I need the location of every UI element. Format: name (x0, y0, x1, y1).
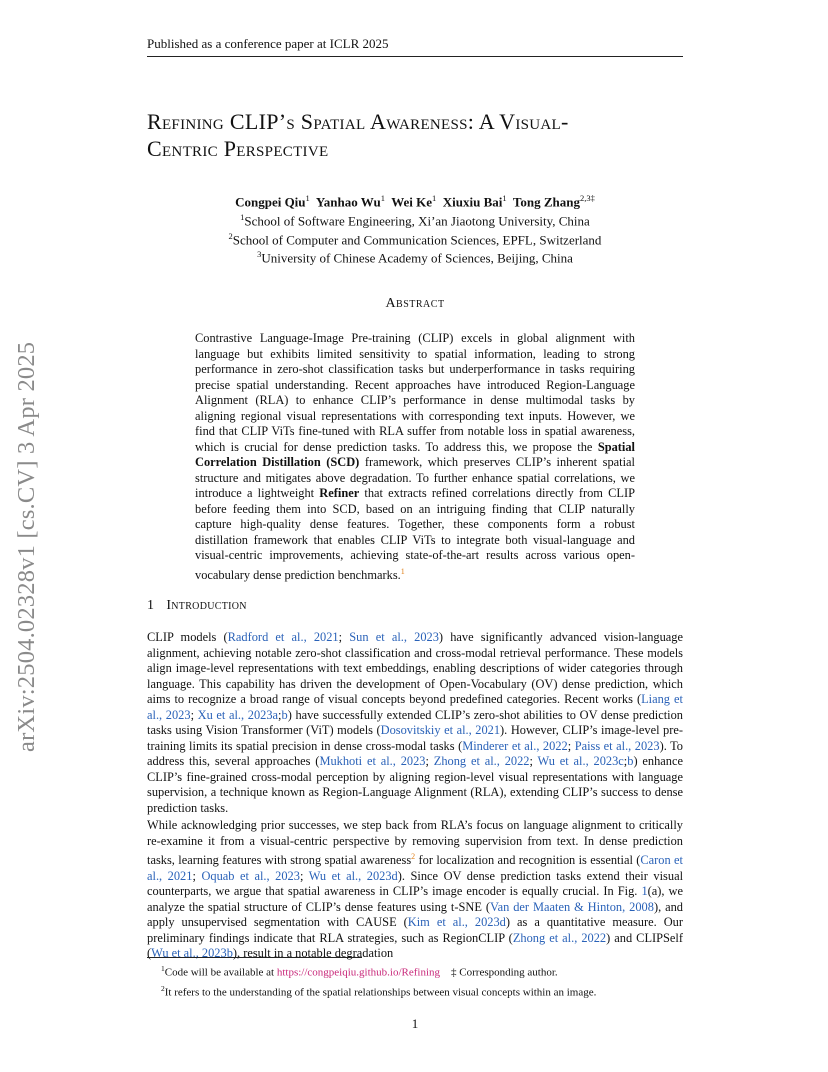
affiliation-sup: 3 (257, 249, 262, 260)
citation-link[interactable]: Paiss et al., 2023 (574, 738, 660, 753)
footnote-marker[interactable]: 1 (400, 566, 405, 576)
abstract-body (195, 331, 635, 583)
figure-ref-link[interactable]: 1 (641, 884, 648, 899)
affiliation-text: School of Computer and Communication Sciences, EPFL, Switzerland (232, 231, 602, 247)
intro-paragraph-2 (147, 818, 683, 962)
citation-link[interactable]: Zhong et al., 2022 (433, 754, 530, 768)
author-names (147, 191, 683, 210)
abstract-bold-scd: Spatial Correlation Distillation (SCD) (195, 439, 635, 469)
text: ; (425, 754, 434, 768)
code-url-link[interactable]: https://congpeiqiu.github.io/Refining (276, 966, 441, 979)
text: ) as a quantitative measure. Our preliminary findings indicate that RLA strategies, such as RegionCLIP ( (147, 915, 683, 945)
text: ; (299, 868, 309, 883)
footnote-1 (147, 961, 683, 981)
citation-link[interactable]: Dosovitskiy et al., 2021 (380, 723, 501, 737)
author-affil-sup: 1 (432, 193, 437, 203)
author-block (147, 191, 683, 266)
citation-link[interactable]: Liang et al., 2023 (147, 692, 683, 722)
text: ; (190, 707, 198, 722)
affiliation-text: University of Chinese Academy of Sciences, Beijing, China (261, 250, 573, 266)
corresponding-author-note: ‡ Corresponding author. (451, 966, 558, 979)
text: ; (338, 630, 350, 644)
text: ) enhance CLIP’s fine-grained cross-modal perception by aligning region-level visual representations with language supervision, a technique known as Region-Language Alignment (RLA), extending CLIP’s success to dense prediction tasks. (147, 754, 683, 815)
page-number: 1 (411, 1016, 419, 1031)
citation-link[interactable]: Wu et al., 2023c (537, 754, 624, 768)
footnote-marker[interactable]: 2 (411, 852, 416, 861)
intro-paragraph-1 (147, 630, 683, 816)
abstract-text: Contrastive Language-Image Pre-training (CLIP) excels in global alignment with language but exhibits limited sensitivity to spatial information, leading to strong performance in zero-shot classification tasks but underperformance in tasks requiring precise spatial understanding. Recent approaches have introduced Region-Language Alignment (RLA) to enhance CLIP’s performance in dense multimodal tasks by aligning regional visual representations with corresponding text inputs. However, we find that CLIP ViTs fine-tuned with RLA suffer from notable loss in spatial awareness, which is crucial for dense prediction tasks. To address this, we propose the (195, 331, 635, 454)
title-line-2: Centric Perspective (147, 136, 329, 161)
section-heading (147, 598, 247, 614)
paper-title (147, 108, 707, 162)
citation-link[interactable]: Mukhoti et al., 2023 (319, 754, 426, 768)
author-affil-sup: 1 (305, 193, 310, 203)
citation-link[interactable]: b (281, 707, 288, 722)
text: (a), we analyze the spatial structure of CLIP’s dense features using t-SNE ( (147, 884, 683, 914)
author-name: Tong Zhang (512, 194, 581, 210)
citation-link[interactable]: Wu et al., 2023d (308, 868, 398, 883)
text: ). To address this, several approaches ( (147, 738, 683, 768)
text: ; (529, 754, 538, 768)
text: CLIP models ( (147, 630, 228, 644)
citation-link[interactable]: Caron et al., 2021 (147, 853, 683, 883)
text: ). However, CLIP’s image-level pre-training limits its spatial precision in dense cross-modal tasks ( (147, 723, 684, 753)
author-name: Congpei Qiu (235, 194, 306, 210)
text: ) have significantly advanced vision-language alignment, achieving notable zero-shot classification and cross-modal retrieval performance. These models align image-level representations with text embeddings, enabling descriptions of wider categories through language. This capability has driven the development of Open-Vocabulary (OV) dense prediction, which aims to recognize a broad range of visual concepts beyond predefined categories. Recent works ( (147, 630, 683, 706)
affiliation (147, 247, 683, 266)
abstract-text: that extracts refined correlations directly from CLIP before feeding them into SCD, based on an intriguing finding that CLIP naturally capture high-quality dense features. Together, these components form a robust distillation framework that enables CLIP ViTs to integrate both visual-language and visual-centric improvements, achieving state-of-the-art results across various open-vocabulary dense prediction benchmarks. (195, 486, 635, 582)
text: While acknowledging prior successes, we step back from RLA’s focus on language alignment to critically re-examine it from a visual-centric perspective by removing supervision from text. In dense prediction tasks, learning features with strong spatial awareness (147, 818, 683, 868)
author-affil-sup: 2,3‡ (580, 193, 595, 203)
footnotes (147, 961, 683, 1000)
footnote-number: 2 (161, 983, 165, 993)
footnote-text: It refers to the understanding of the spatial relationships between visual concepts within an image. (164, 986, 597, 999)
affiliation (147, 210, 683, 229)
citation-link[interactable]: Wu et al., 2023b (151, 946, 233, 961)
author-name: Yanhao Wu (315, 194, 381, 210)
author-affil-sup: 1 (502, 193, 507, 203)
running-header: Published as a conference paper at ICLR 2025 (147, 36, 683, 57)
section-title: Introduction (166, 598, 247, 613)
citation-link[interactable]: Zhong et al., 2022 (512, 930, 607, 945)
abstract-bold-refiner: Refiner (319, 486, 360, 500)
citation-link[interactable]: Kim et al., 2023d (407, 915, 506, 930)
author-name: Wei Ke (391, 194, 433, 210)
footnote-2 (147, 981, 683, 1001)
text: ; (623, 754, 628, 768)
section-number: 1 (147, 598, 155, 613)
citation-link[interactable]: Xu et al., 2023a (197, 707, 279, 722)
footnote-separator (147, 957, 362, 958)
text: ) have successfully extended CLIP’s zero-shot abilities to OV dense prediction tasks using Vision Transformer (ViT) models ( (147, 707, 684, 737)
text: ; (278, 707, 282, 722)
text: for localization and recognition is essential ( (415, 853, 641, 868)
text: ) and CLIPSelf ( (147, 930, 683, 961)
citation-link[interactable]: Sun et al., 2023 (349, 630, 439, 644)
citation-link[interactable]: Oquab et al., 2023 (201, 868, 300, 883)
abstract-heading: Abstract (385, 296, 445, 311)
author-name: Xiuxiu Bai (442, 194, 503, 210)
citation-link[interactable]: Radford et al., 2021 (227, 630, 339, 644)
text: ; (567, 738, 575, 753)
text: ), result in a notable degradation (232, 946, 394, 961)
citation-link[interactable]: Van der Maaten & Hinton, 2008 (490, 899, 654, 914)
affiliation-sup: 2 (228, 230, 233, 241)
affiliation (147, 229, 683, 248)
arxiv-stamp[interactable]: arXiv:2504.02328v1 [cs.CV] 3 Apr 2025 (13, 341, 40, 752)
footnote-number: 1 (161, 964, 165, 973)
citation-link[interactable]: b (627, 754, 634, 768)
author-affil-sup: 1 (380, 193, 385, 203)
title-line-1: Refining CLIP’s Spatial Awareness: A Visual- (147, 109, 569, 134)
text: ; (192, 868, 202, 883)
text: ), and apply unsupervised segmentation with CAUSE ( (147, 899, 684, 930)
footnote-text: Code will be available at (164, 966, 277, 979)
citation-link[interactable]: Minderer et al., 2022 (462, 738, 568, 753)
text: ). Since OV dense prediction tasks extend their visual counterparts, we argue that spatial awareness in CLIP’s image encoder is equally crucial. In Fig. (147, 868, 684, 899)
affiliation-text: School of Software Engineering, Xi’an Jiaotong University, China (244, 213, 590, 229)
affiliation-sup: 1 (240, 211, 245, 222)
abstract-text: framework, which preserves CLIP’s inherent spatial structure and mitigates above degradation. To further enhance spatial correlations, we introduce a lightweight (195, 455, 635, 500)
